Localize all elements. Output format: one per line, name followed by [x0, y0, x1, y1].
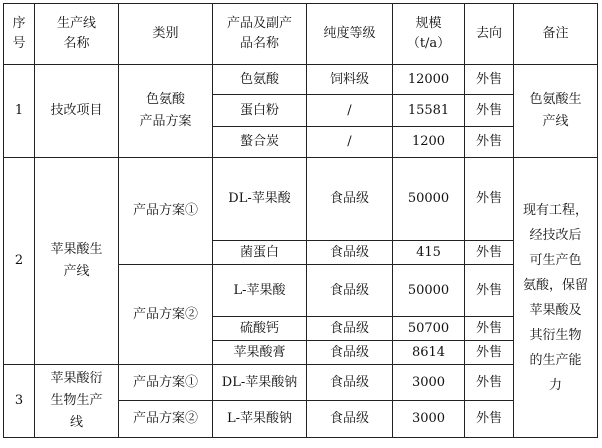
header-product-line1: 产品及副产 [226, 16, 292, 31]
remark-line7: 的生产能 [529, 352, 582, 368]
scale-cell: 3000 [393, 365, 465, 401]
scale-cell: 50700 [393, 317, 465, 341]
destination-cell: 外售 [465, 65, 514, 95]
header-category: 类别 [119, 4, 213, 65]
product-cell: 硫酸钙 [213, 317, 307, 341]
purity-cell: 食品级 [307, 158, 393, 241]
product-cell: DL-苹果酸钠 [213, 365, 307, 401]
line-name [35, 158, 119, 365]
destination-cell: 外售 [465, 317, 514, 341]
plan-cell: 产品方案① [119, 158, 213, 265]
scale-cell: 50000 [393, 158, 465, 241]
destination-cell: 外售 [465, 401, 514, 438]
product-cell: DL-苹果酸 [213, 158, 307, 241]
scale-cell: 415 [393, 241, 465, 265]
header-scale-line2: （t/a） [406, 36, 451, 51]
purity-cell: 食品级 [307, 317, 393, 341]
scale-cell: 12000 [393, 65, 465, 95]
header-seq-line2: 号 [12, 36, 26, 51]
group-seq: 1 [4, 65, 35, 158]
purity-cell: 食品级 [307, 241, 393, 265]
header-product-line2: 品名称 [239, 36, 279, 51]
product-cell: 菌蛋白 [213, 241, 307, 265]
table-row [4, 365, 598, 401]
remark-line3: 可生产色 [529, 252, 582, 268]
purity-cell: 饲料级 [307, 65, 393, 95]
purity-cell: 食品级 [307, 341, 393, 365]
line-name-line2: 产线 [63, 264, 90, 279]
scale-cell: 8614 [393, 341, 465, 365]
line-name-line2: 生物生产 [50, 393, 103, 408]
category-line1: 色氨酸 [145, 92, 185, 107]
header-product [213, 4, 307, 65]
header-scale [393, 4, 465, 65]
product-cell: 苹果酸膏 [213, 341, 307, 365]
plan-cell: 产品方案① [119, 365, 213, 401]
group-seq: 2 [4, 158, 35, 365]
destination-cell: 外售 [465, 158, 514, 241]
header-seq [4, 4, 35, 65]
line-name-line1: 苹果酸衍 [50, 371, 103, 386]
remark-line1: 色氨酸生 [529, 92, 582, 107]
remark-line2: 经技改后 [529, 227, 582, 243]
header-line [35, 4, 119, 65]
remark-line5: 苹果酸及 [529, 302, 582, 318]
remark-cell [514, 158, 598, 438]
remark-line1: 现有工程， [522, 202, 588, 218]
scale-cell: 50000 [393, 265, 465, 317]
remark-line4: 氨酸，保留 [522, 277, 588, 293]
product-cell: L-苹果酸钠 [213, 401, 307, 438]
line-name-line1: 苹果酸生 [50, 242, 103, 257]
purity-cell: / [307, 127, 393, 158]
remark-line8: 力 [548, 377, 562, 393]
product-plan-table [3, 3, 598, 438]
purity-cell: / [307, 95, 393, 127]
header-line-line1: 生产线 [56, 16, 96, 31]
table-row [4, 65, 598, 95]
plan-cell: 产品方案② [119, 265, 213, 365]
table-header-row [4, 4, 598, 65]
header-remark: 备注 [514, 4, 598, 65]
line-name-line3: 线 [69, 415, 83, 430]
scale-cell: 15581 [393, 95, 465, 127]
header-line-line2: 名称 [63, 36, 90, 51]
header-scale-line1: 规模 [415, 16, 442, 31]
header-seq-line1: 序 [12, 16, 26, 31]
category-line2: 产品方案 [139, 114, 192, 129]
group-seq: 3 [4, 365, 35, 438]
line-name: 技改项目 [35, 65, 119, 158]
remark-line2: 产线 [542, 114, 569, 129]
product-cell: 色氨酸 [213, 65, 307, 95]
purity-cell: 食品级 [307, 401, 393, 438]
category-cell [119, 65, 213, 158]
scale-cell: 1200 [393, 127, 465, 158]
header-purity: 纯度等级 [307, 4, 393, 65]
purity-cell: 食品级 [307, 265, 393, 317]
destination-cell: 外售 [465, 95, 514, 127]
product-cell: 蛋白粉 [213, 95, 307, 127]
plan-cell: 产品方案② [119, 401, 213, 438]
scale-cell: 3000 [393, 401, 465, 438]
destination-cell: 外售 [465, 241, 514, 265]
remark-cell [514, 65, 598, 158]
line-name [35, 365, 119, 438]
header-destination: 去向 [465, 4, 514, 65]
table-row [4, 158, 598, 241]
product-cell: L-苹果酸 [213, 265, 307, 317]
purity-cell: 食品级 [307, 365, 393, 401]
remark-line6: 其衍生物 [529, 327, 582, 343]
product-cell: 螯合炭 [213, 127, 307, 158]
destination-cell: 外售 [465, 365, 514, 401]
destination-cell: 外售 [465, 341, 514, 365]
destination-cell: 外售 [465, 265, 514, 317]
destination-cell: 外售 [465, 127, 514, 158]
